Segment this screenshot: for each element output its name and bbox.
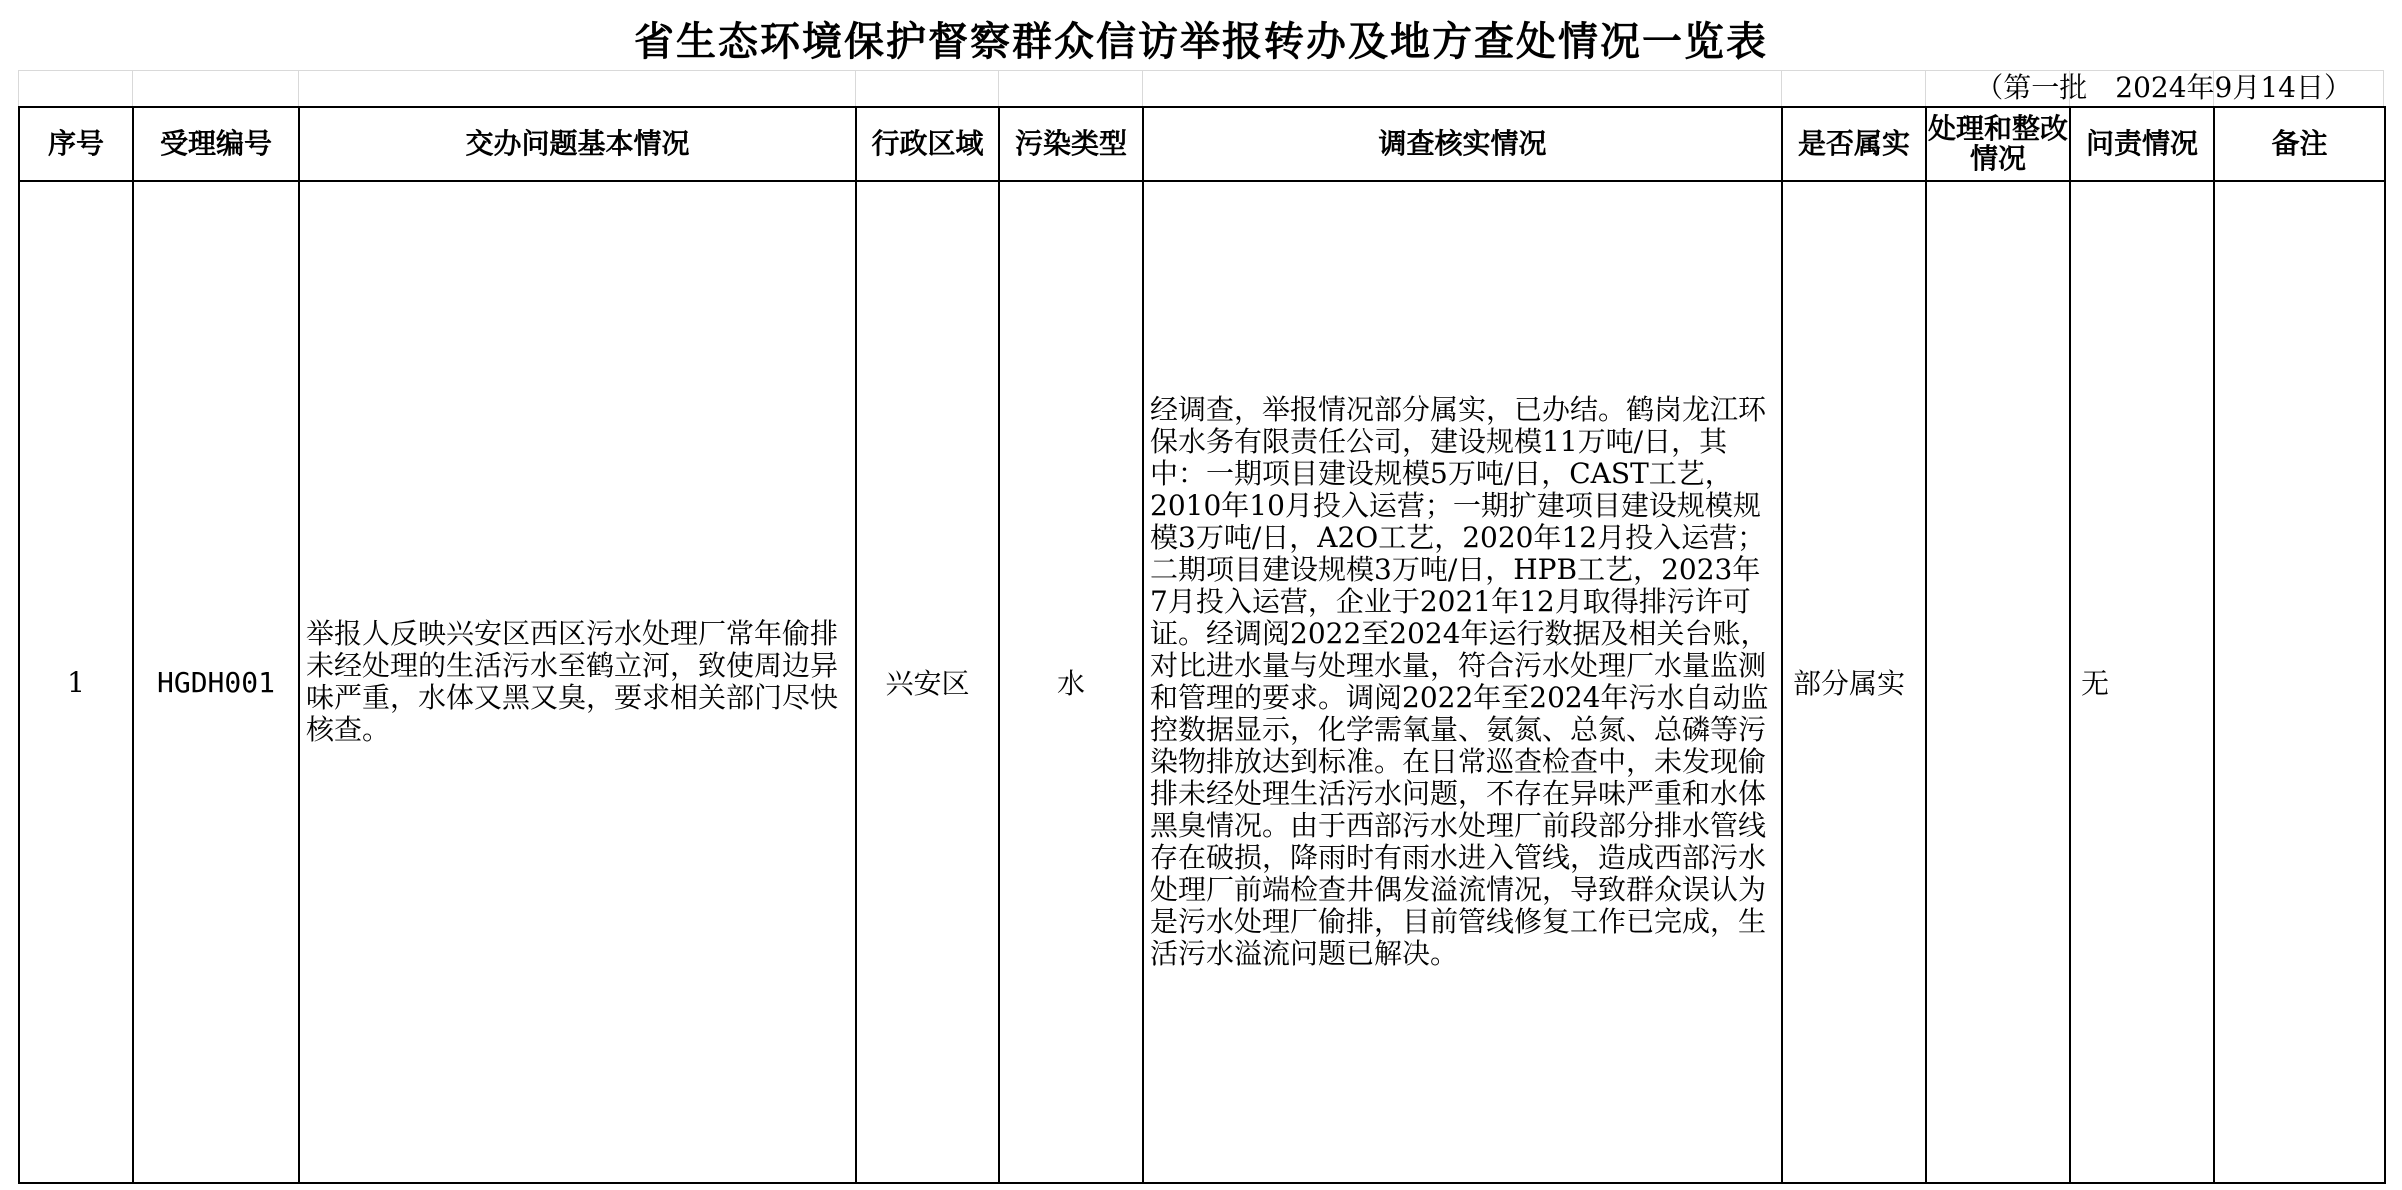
col-header-handling: 处理和整改情况 — [1926, 107, 2070, 181]
cell-investigation: 经调查，举报情况部分属实，已办结。鹤岗龙江环保水务有限责任公司，建设规模11万吨/日，其中：一期项目建设规模5万吨/日，CAST工艺，2010年10月投入运营；一期扩建项目建设规模规模3万吨/日，A2O工艺，2020年12月投入运营；二期项目建设规模3万吨/日，HPB工艺，2023年7月投入运营，企业于2021年12月取得排污许可证。经调阅2022至2024年运行数据及相关台账，对比进水量与处理水量，符合污水处理厂水量监测和管理的要求。调阅2022年至2024年污水自动监控数据显示，化学需氧量、氨氮、总氮、总磷等污染物排放达到标准。在日常巡查检查中，未发现偷排未经处理生活污水问题，不存在异味严重和水体黑臭情况。由于西部污水处理厂前段部分排水管线存在破损，降雨时有雨水进入管线，造成西部污水处理厂前端检查井偶发溢流情况，导致群众误认为是污水处理厂偷排，目前管线修复工作已完成，生活污水溢流问题已解决。 — [1143, 181, 1782, 1183]
cell-region: 兴安区 — [856, 181, 999, 1183]
col-header-investigation: 调查核实情况 — [1143, 107, 1782, 181]
report-table — [18, 106, 2386, 1184]
cell-seq: 1 — [19, 181, 133, 1183]
col-header-remarks: 备注 — [2214, 107, 2385, 181]
header-row — [19, 107, 2385, 181]
col-header-accountability: 问责情况 — [2070, 107, 2214, 181]
col-header-pollution: 污染类型 — [999, 107, 1143, 181]
col-header-region: 行政区域 — [856, 107, 999, 181]
cell-issue: 举报人反映兴安区西区污水处理厂常年偷排未经处理的生活污水至鹤立河，致使周边异味严重，水体又黑又臭，要求相关部门尽快核查。 — [299, 181, 856, 1183]
col-header-verified: 是否属实 — [1782, 107, 1926, 181]
batch-note: （第一批 2024年9月14日） — [1975, 71, 2352, 104]
cell-id: HGDH001 — [133, 181, 299, 1183]
cell-verified: 部分属实 — [1782, 181, 1926, 1183]
cell-pollution: 水 — [999, 181, 1143, 1183]
col-header-issue: 交办问题基本情况 — [299, 107, 856, 181]
col-header-id: 受理编号 — [133, 107, 299, 181]
cell-handling — [1926, 181, 2070, 1183]
cell-remarks — [2214, 181, 2385, 1183]
page-title: 省生态环境保护督察群众信访举报转办及地方查处情况一览表 — [634, 18, 1768, 65]
cell-accountability: 无 — [2070, 181, 2214, 1183]
table-row — [19, 181, 2385, 1183]
col-header-seq: 序号 — [19, 107, 133, 181]
